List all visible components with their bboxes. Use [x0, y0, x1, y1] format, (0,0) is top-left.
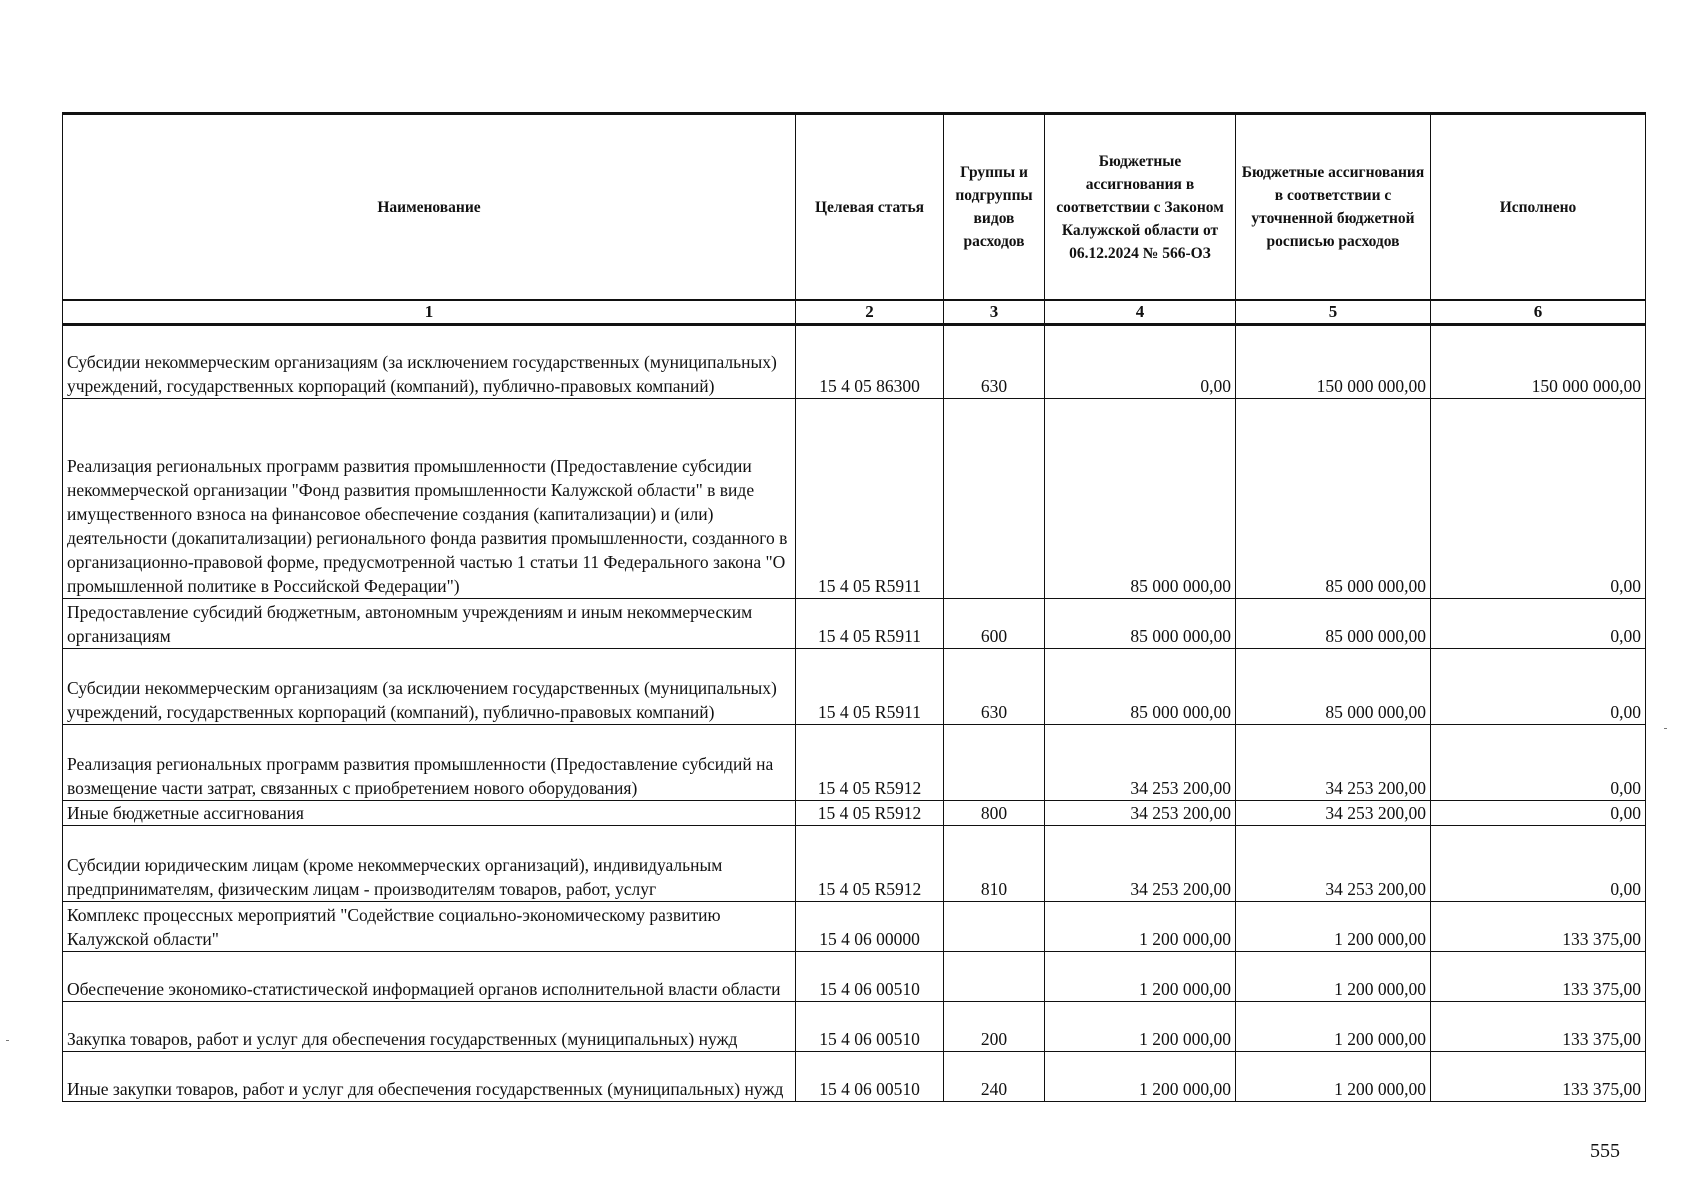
row-law-amount: 1 200 000,00	[1045, 1002, 1236, 1052]
row-executed-amount: 133 375,00	[1431, 1052, 1646, 1102]
scan-artifact	[6, 1040, 9, 1041]
table-row	[63, 325, 1646, 399]
table-row	[63, 826, 1646, 902]
row-name: Закупка товаров, работ и услуг для обеспечения государственных (муниципальных) нужд	[63, 1002, 796, 1052]
row-law-amount: 1 200 000,00	[1045, 952, 1236, 1002]
row-law-amount: 1 200 000,00	[1045, 902, 1236, 952]
row-refined-amount: 34 253 200,00	[1236, 725, 1431, 801]
row-law-amount: 85 000 000,00	[1045, 649, 1236, 725]
row-refined-amount: 85 000 000,00	[1236, 399, 1431, 599]
row-code: 15 4 06 00510	[796, 1002, 944, 1052]
table-row	[63, 952, 1646, 1002]
column-number: 6	[1431, 300, 1646, 325]
row-name: Реализация региональных программ развития промышленности (Предоставление субсидии некоммерческой организации "Фонд развития промышленности Калужской области" в виде имущественного взноса на финансовое обеспечение создания (капитализации) и (или) деятельности (докапитализации) регионального фонда развития промышленности, созданного в организационно-правовой форме, предусмотренной частью 1 статьи 11 Федерального закона "О промышленной политике в Российской Федерации")	[63, 399, 796, 599]
row-group: 240	[944, 1052, 1045, 1102]
row-group: 630	[944, 325, 1045, 399]
row-group	[944, 952, 1045, 1002]
column-number: 1	[63, 300, 796, 325]
row-code: 15 4 05 86300	[796, 325, 944, 399]
row-executed-amount: 133 375,00	[1431, 1002, 1646, 1052]
row-group: 600	[944, 599, 1045, 649]
row-code: 15 4 05 R5912	[796, 725, 944, 801]
row-group: 630	[944, 649, 1045, 725]
row-name: Субсидии некоммерческим организациям (за исключением государственных (муниципальных) учреждений, государственных корпораций (компаний), публично-правовых компаний)	[63, 325, 796, 399]
header-refined: Бюджетные ассигнования в соответствии с уточненной бюджетной росписью расходов	[1236, 114, 1431, 301]
page-number: 555	[1590, 1140, 1620, 1162]
row-law-amount: 85 000 000,00	[1045, 599, 1236, 649]
row-executed-amount: 150 000 000,00	[1431, 325, 1646, 399]
column-number-row	[63, 300, 1646, 325]
column-number: 3	[944, 300, 1045, 325]
budget-table	[62, 112, 1646, 1102]
row-law-amount: 1 200 000,00	[1045, 1052, 1236, 1102]
row-executed-amount: 0,00	[1431, 599, 1646, 649]
row-name: Обеспечение экономико-статистической информацией органов исполнительной власти области	[63, 952, 796, 1002]
row-code: 15 4 06 00000	[796, 902, 944, 952]
column-number: 5	[1236, 300, 1431, 325]
row-code: 15 4 05 R5911	[796, 599, 944, 649]
row-refined-amount: 85 000 000,00	[1236, 649, 1431, 725]
row-refined-amount: 1 200 000,00	[1236, 1002, 1431, 1052]
row-group: 800	[944, 801, 1045, 826]
row-executed-amount: 0,00	[1431, 801, 1646, 826]
row-name: Реализация региональных программ развития промышленности (Предоставление субсидий на возмещение части затрат, связанных с приобретением нового оборудования)	[63, 725, 796, 801]
table-row	[63, 801, 1646, 826]
row-group: 810	[944, 826, 1045, 902]
row-code: 15 4 05 R5912	[796, 826, 944, 902]
row-refined-amount: 150 000 000,00	[1236, 325, 1431, 399]
row-name: Иные бюджетные ассигнования	[63, 801, 796, 826]
row-law-amount: 85 000 000,00	[1045, 399, 1236, 599]
header-code: Целевая статья	[796, 114, 944, 301]
row-refined-amount: 1 200 000,00	[1236, 1052, 1431, 1102]
row-group: 200	[944, 1002, 1045, 1052]
table-row	[63, 599, 1646, 649]
row-group	[944, 399, 1045, 599]
table-row	[63, 725, 1646, 801]
row-law-amount: 34 253 200,00	[1045, 725, 1236, 801]
row-law-amount: 34 253 200,00	[1045, 826, 1236, 902]
row-refined-amount: 1 200 000,00	[1236, 952, 1431, 1002]
row-name: Субсидии юридическим лицам (кроме некоммерческих организаций), индивидуальным предпринимателям, физическим лицам - производителям товаров, работ, услуг	[63, 826, 796, 902]
row-code: 15 4 06 00510	[796, 1052, 944, 1102]
table-row	[63, 1052, 1646, 1102]
header-executed: Исполнено	[1431, 114, 1646, 301]
row-name: Субсидии некоммерческим организациям (за исключением государственных (муниципальных) учреждений, государственных корпораций (компаний), публично-правовых компаний)	[63, 649, 796, 725]
column-number: 2	[796, 300, 944, 325]
row-law-amount: 0,00	[1045, 325, 1236, 399]
row-law-amount: 34 253 200,00	[1045, 801, 1236, 826]
row-refined-amount: 34 253 200,00	[1236, 826, 1431, 902]
row-executed-amount: 0,00	[1431, 725, 1646, 801]
row-executed-amount: 133 375,00	[1431, 902, 1646, 952]
table-row	[63, 1002, 1646, 1052]
row-name: Предоставление субсидий бюджетным, автономным учреждениям и иным некоммерческим организациям	[63, 599, 796, 649]
header-law: Бюджетные ассигнования в соответствии с Законом Калужской области от 06.12.2024 № 566-ОЗ	[1045, 114, 1236, 301]
row-executed-amount: 0,00	[1431, 826, 1646, 902]
scan-artifact	[1664, 728, 1667, 729]
row-refined-amount: 1 200 000,00	[1236, 902, 1431, 952]
row-refined-amount: 34 253 200,00	[1236, 801, 1431, 826]
header-group: Группы и подгруппы видов расходов	[944, 114, 1045, 301]
row-group	[944, 902, 1045, 952]
header-row	[63, 114, 1646, 301]
row-code: 15 4 06 00510	[796, 952, 944, 1002]
row-code: 15 4 05 R5911	[796, 649, 944, 725]
table-row	[63, 649, 1646, 725]
row-executed-amount: 0,00	[1431, 399, 1646, 599]
row-name: Иные закупки товаров, работ и услуг для обеспечения государственных (муниципальных) нужд	[63, 1052, 796, 1102]
header-name: Наименование	[63, 114, 796, 301]
row-code: 15 4 05 R5911	[796, 399, 944, 599]
row-executed-amount: 133 375,00	[1431, 952, 1646, 1002]
row-group	[944, 725, 1045, 801]
row-code: 15 4 05 R5912	[796, 801, 944, 826]
column-number: 4	[1045, 300, 1236, 325]
row-refined-amount: 85 000 000,00	[1236, 599, 1431, 649]
row-name: Комплекс процессных мероприятий "Содействие социально-экономическому развитию Калужской области"	[63, 902, 796, 952]
row-executed-amount: 0,00	[1431, 649, 1646, 725]
table-row	[63, 399, 1646, 599]
table-row	[63, 902, 1646, 952]
